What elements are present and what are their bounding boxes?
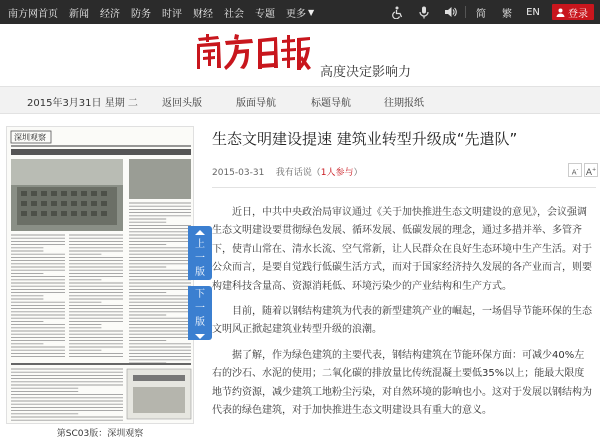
- nav-finance[interactable]: 财经: [193, 8, 213, 20]
- article-meta: [212, 165, 363, 178]
- newspaper-page-thumbnail[interactable]: [6, 126, 194, 424]
- login-label: 登录: [568, 8, 588, 20]
- slogan: 高度决定影响力: [320, 65, 412, 80]
- title-nav-link[interactable]: 标题导航: [311, 98, 351, 109]
- site-nav: [0, 0, 314, 24]
- microphone-icon[interactable]: [411, 0, 437, 24]
- nav-more[interactable]: 更多: [286, 8, 306, 20]
- font-decrease-button[interactable]: A-: [568, 163, 582, 177]
- archive-link[interactable]: 往期报纸: [384, 98, 424, 109]
- wheelchair-icon[interactable]: [385, 0, 411, 24]
- comment-prefix: 我有话说（: [275, 168, 321, 178]
- article-paragraph: 据了解，作为绿色建筑的主要代表，钢结构建筑在节能环保方面：可减少40%左右的沙石、水泥的使用；二氧化碳的排放量比传统混凝土要低35%以上；能最大限度地节约资源，减少建筑工地粉尘污染，对自然环境的影响也小。这对于发展以钢结构为代表的绿色建筑，对于加快推进生态文明建设具有重大的意义。: [212, 349, 592, 417]
- arrow-up-icon: [195, 230, 205, 235]
- back-to-front-link[interactable]: 返回头版: [162, 98, 202, 109]
- layout-nav-link[interactable]: 版面导航: [236, 98, 276, 109]
- comment-count: 1人参与: [320, 168, 354, 178]
- article-title: 生态文明建设提速 建筑业转型升级成“先遣队”: [212, 130, 518, 148]
- nav-commentary[interactable]: 时评: [162, 8, 182, 20]
- nav-news[interactable]: 新闻: [69, 8, 89, 20]
- comment-suffix: ）: [353, 168, 363, 178]
- newspaper-page-image: [7, 127, 194, 424]
- toolbar: [385, 0, 600, 24]
- lang-simplified[interactable]: 简: [476, 8, 486, 20]
- nav-society[interactable]: 社会: [224, 8, 244, 20]
- edition-nav-strip: [0, 86, 600, 114]
- top-nav-bar: [0, 0, 600, 24]
- article-paragraph: 近日，中共中央政治局审议通过《关于加快推进生态文明建设的意见》，会议强调生态文明建设要贯彻绿色发展、循环发展、低碳发展的理念，通过多措并举、多管齐下，使青山常在、清水长流、空气常新，让人民群众在良好生态环境中生产生活。对于公众而言，是要自觉践行低碳生活方式，而对于国家经济持久发展的各产业而言，则要构建科技含量高、资源消耗低、环境污染少的产业结构和生产方式。: [212, 207, 592, 292]
- previous-page-label-2: 一: [195, 253, 205, 264]
- lang-english[interactable]: EN: [526, 6, 540, 18]
- article-body: [212, 204, 592, 427]
- chevron-down-icon[interactable]: ▼: [308, 7, 315, 17]
- edition-date: 2015年3月31日 星期 二: [27, 98, 138, 109]
- previous-page-button[interactable]: [188, 226, 212, 280]
- arrow-down-icon: [195, 334, 205, 339]
- next-page-label-3: 版: [195, 317, 205, 328]
- article-date: 2015-03-31: [212, 168, 265, 178]
- nav-economy[interactable]: 经济: [100, 8, 120, 20]
- user-icon: [556, 8, 565, 17]
- font-increase-button[interactable]: A+: [584, 163, 598, 177]
- comment-link[interactable]: [276, 168, 363, 178]
- login-button[interactable]: [552, 4, 594, 20]
- speaker-icon[interactable]: [437, 0, 463, 24]
- lang-traditional[interactable]: 繁: [502, 8, 512, 20]
- font-increase-label: A: [585, 168, 592, 178]
- next-page-label-1: 下: [195, 289, 205, 300]
- masthead: [0, 24, 600, 86]
- toolbar-divider: [465, 6, 466, 18]
- previous-page-label-3: 版: [195, 267, 205, 278]
- nav-defense[interactable]: 防务: [131, 8, 151, 20]
- article-paragraph: 目前，随着以钢结构建筑为代表的新型建筑产业的崛起，一场倡导节能环保的生态文明风正掀起建筑业转型升级的浪潮。: [212, 306, 592, 336]
- previous-page-label-1: 上: [195, 239, 205, 250]
- paper-caption: 第SC03版：深圳观察: [56, 429, 144, 439]
- nanfang-daily-logo[interactable]: [194, 34, 312, 72]
- font-decrease-label: A: [571, 168, 577, 177]
- next-page-label-2: 一: [195, 303, 205, 314]
- nav-home[interactable]: 南方网首页: [8, 8, 58, 20]
- title-divider: [212, 187, 596, 188]
- nav-topics[interactable]: 专题: [255, 8, 275, 20]
- paper-masthead: 深圳观察: [14, 133, 46, 142]
- next-page-button[interactable]: [188, 286, 212, 340]
